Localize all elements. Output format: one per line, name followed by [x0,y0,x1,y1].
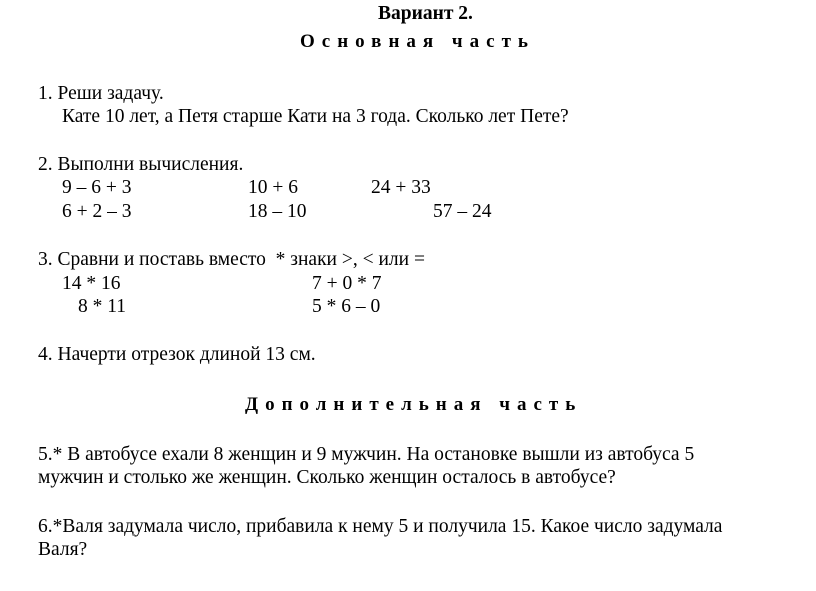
expression: 18 – 10 [248,201,307,222]
task5-line1: 5.* В автобусе ехали 8 женщин и 9 мужчин. На остановке вышли из автобуса 5 [38,444,695,465]
expression: 10 + 6 [248,177,298,198]
task2-heading: 2. Выполни вычисления. [38,154,244,175]
expression: 9 – 6 + 3 [62,177,132,198]
task1-text: Кате 10 лет, а Петя старше Кати на 3 года. Сколько лет Пете? [62,106,569,127]
comparison: 7 + 0 * 7 [312,273,382,294]
comparison: 14 * 16 [62,273,121,294]
task4-heading: 4. Начерти отрезок длиной 13 см. [38,344,316,365]
task6-line2: Валя? [38,539,88,560]
variant-title: Вариант 2. [378,3,473,24]
task6-line1: 6.*Валя задумала число, прибавила к нему 5 и получила 15. Какое число задумала [38,516,723,537]
expression: 24 + 33 [371,177,431,198]
task3-heading: 3. Сравни и поставь вместо * знаки >, < или = [38,249,425,270]
comparison: 8 * 11 [78,296,127,317]
comparison: 5 * 6 – 0 [312,296,381,317]
extra-part-heading: Дополнительная часть [245,394,583,415]
task1-heading: 1. Реши задачу. [38,83,164,104]
expression: 57 – 24 [433,201,492,222]
main-part-heading: Основная часть [300,31,535,52]
expression: 6 + 2 – 3 [62,201,132,222]
task5-line2: мужчин и столько же женщин. Сколько женщин осталось в автобусе? [38,467,616,488]
